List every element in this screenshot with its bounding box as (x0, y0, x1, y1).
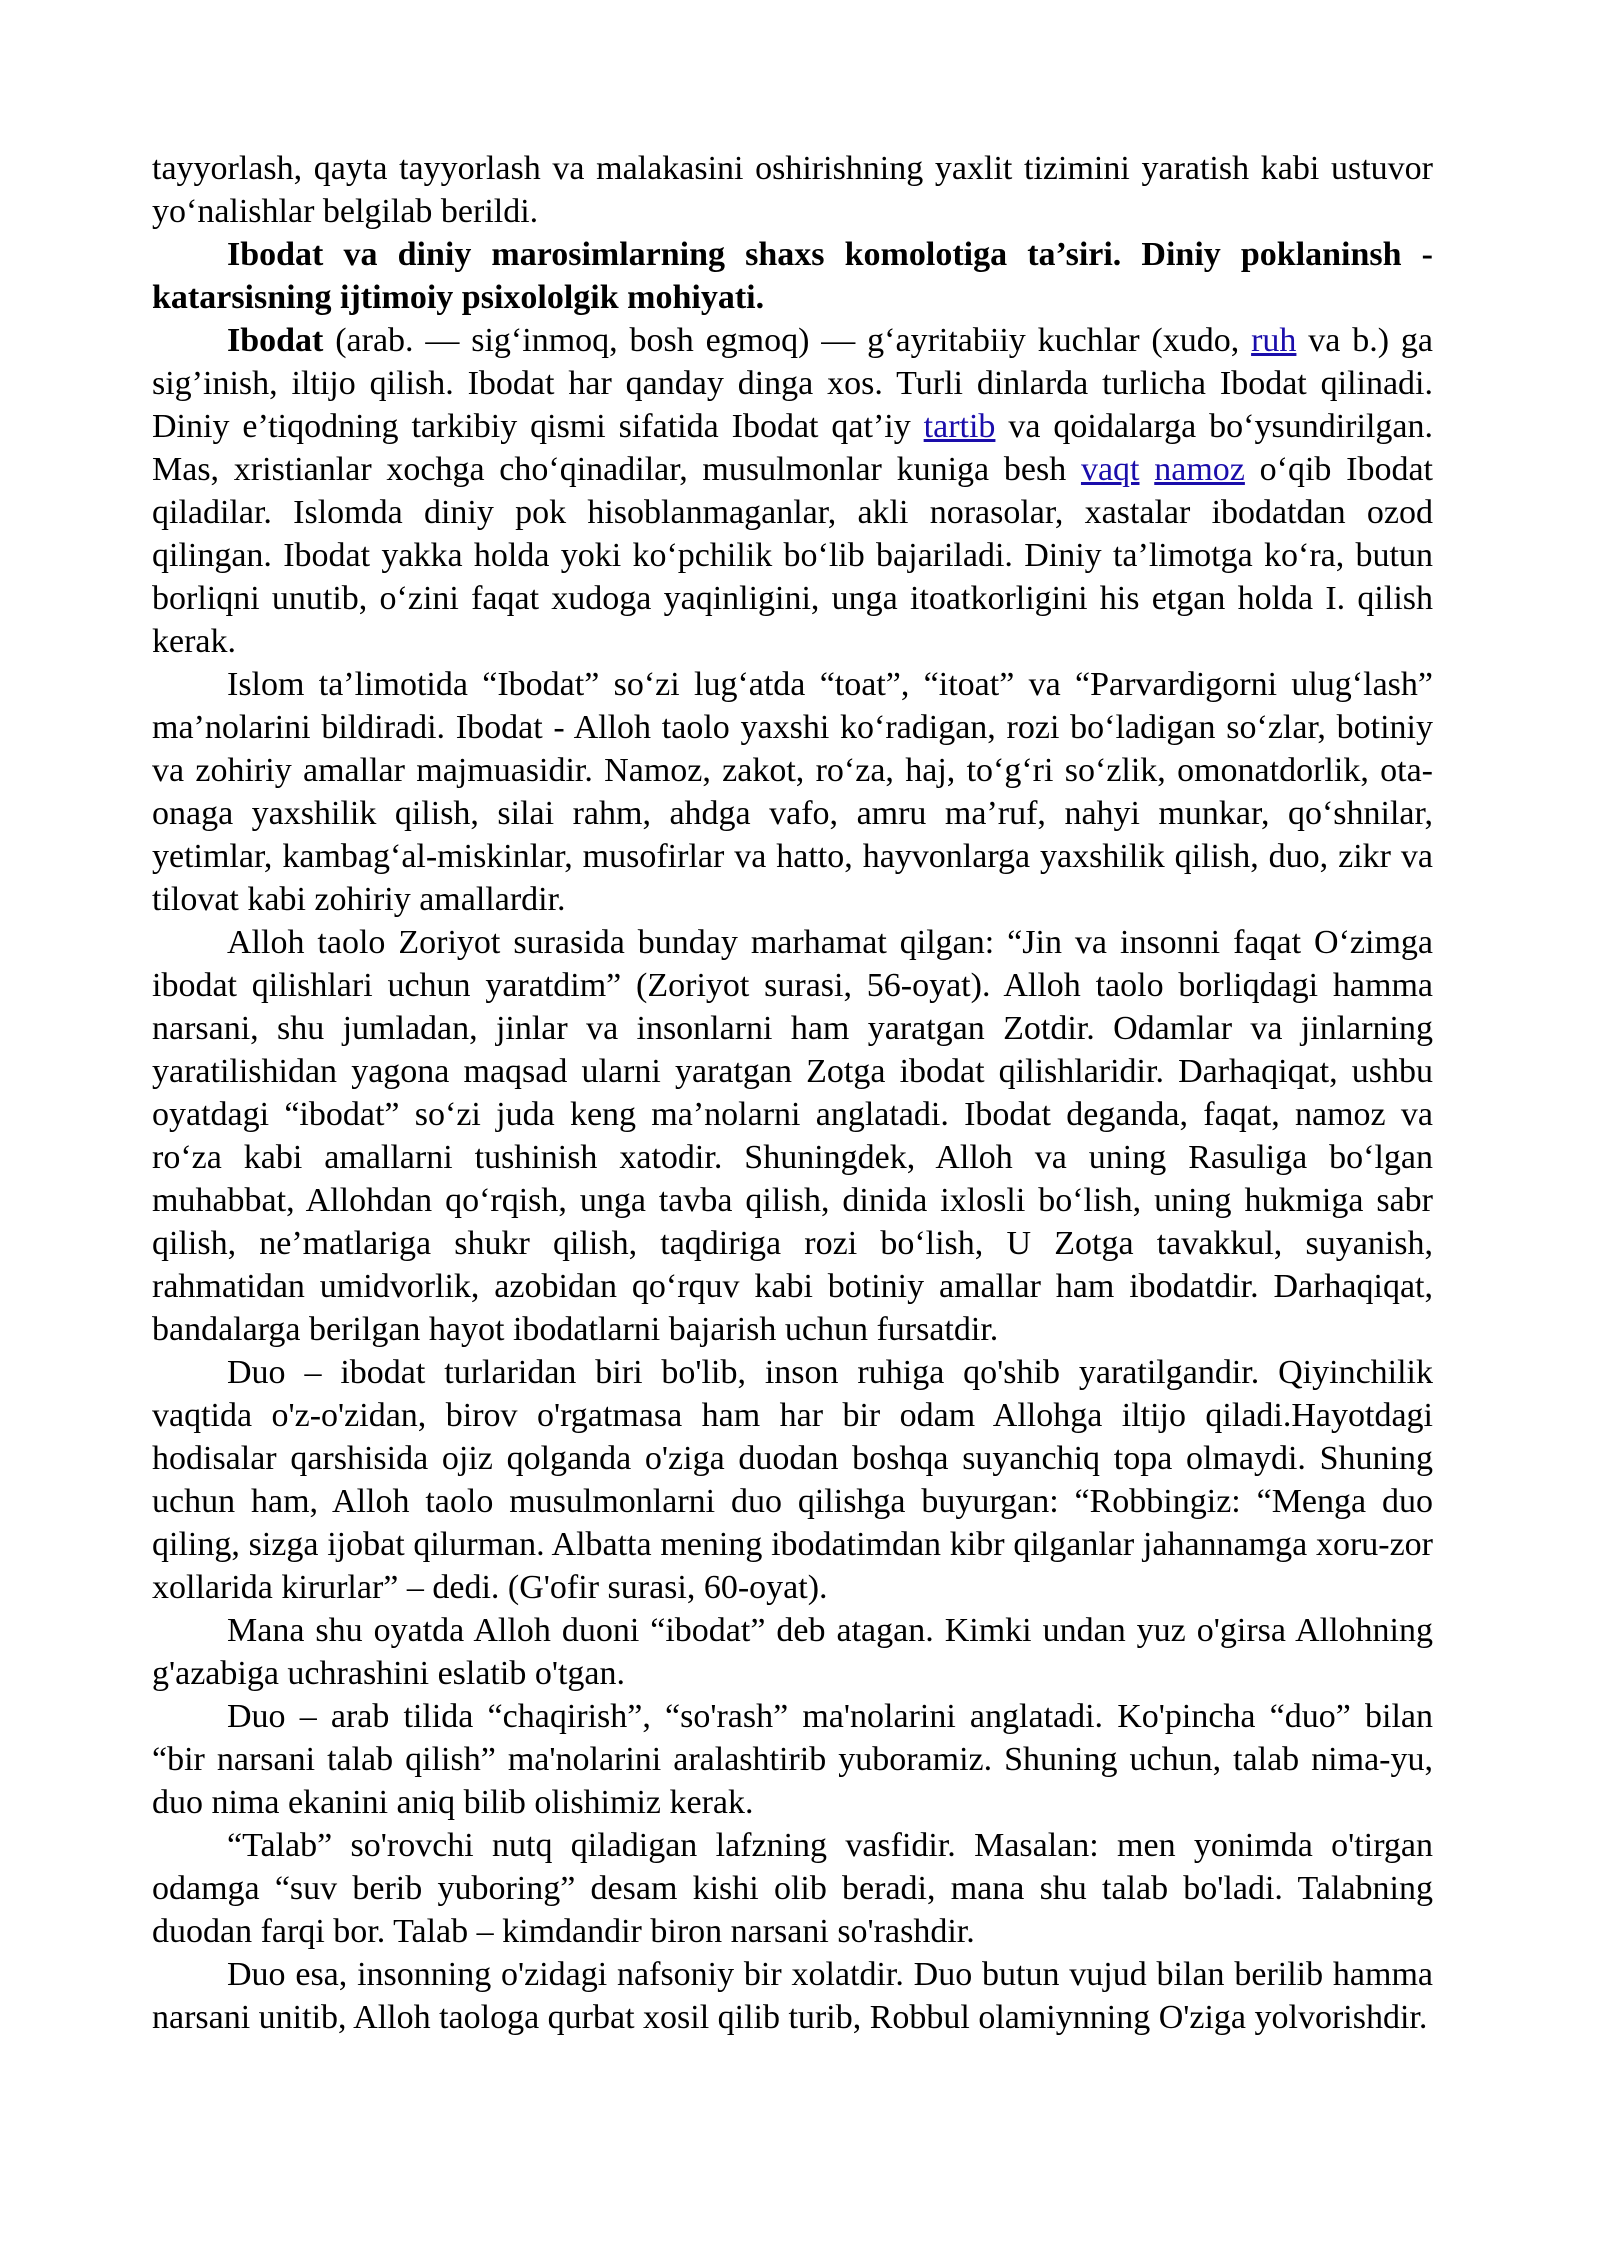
text-span: va qoidalarga bo‘ysundirilgan. Mas, xristianlar xochga cho‘qinadilar, musulmonlar kuniga besh (152, 408, 1433, 488)
text-span: va b.) ga sig’inish, iltijo qilish. Ibodat har qanday dinga xos. Turli dinlarda turlicha Ibodat qilinadi. Diniy e’tiqodning tarkibiy qismi sifatida Ibodat qat’iy (152, 322, 1433, 445)
paragraph-continuation: tayyorlash, qayta tayyorlash va malakasini oshirishning yaxlit tizimini yaratish kabi ustuvor yo‘nalishlar belgilab berildi. (152, 150, 1433, 230)
link-vaqt[interactable]: vaqt (1080, 451, 1140, 488)
link-ruh[interactable]: ruh (1251, 322, 1297, 359)
text-span: o‘qib Ibodat qiladilar. Islomda diniy pok hisoblanmaganlar, akli norasolar, xastalar ibodatdan ozod qilingan. Ibodat yakka holda yoki ko‘pchilik bo‘lib bajariladi. Diniy ta’limotga ko‘ra, butun borliqni unutib, o‘zini faqat xudoga yaqinligini, unga itoatkorligini his etgan holda I. qilish kerak. (152, 451, 1433, 660)
link-namoz[interactable]: namoz (1154, 451, 1245, 488)
section-heading: Ibodat va diniy marosimlarning shaxs komolotiga ta’siri. Diniy poklaninsh - katarsisning ijtimoiy psixololgik mohiyati. (152, 236, 1433, 316)
paragraph-islom-talimoti: Islom ta’limotida “Ibodat” so‘zi lug‘atda “toat”, “itoat” va “Parvardigorni ulug‘lash” ma’nolarini bildiradi. Ibodat - Alloh taolo yaxshi ko‘radigan, rozi bo‘ladigan so‘zlar, botiniy va zohiriy amallar majmuasidir. Namoz, zakot, ro‘za, haj, to‘g‘ri so‘zlik, omonatdorlik, ota-onaga yaxshilik qilish, silai rahm, ahdga vafo, amru ma’ruf, nahyi munkar, qo‘shnilar, yetimlar, kambag‘al-miskinlar, musofirlar va hatto, hayvonlarga yaxshilik qilish, duo, zikr va tilovat kabi zohiriy amallardir. (152, 666, 1433, 918)
text-span: (arab. — sig‘inmoq, bosh egmoq) — g‘ayritabiiy kuchlar (xudo, (323, 322, 1252, 359)
link-tartib[interactable]: tartib (923, 408, 996, 445)
term-ibodat: Ibodat (227, 322, 324, 359)
text-span (1140, 451, 1155, 488)
paragraph-duo-meaning: Duo – arab tilida “chaqirish”, “so'rash” ma'nolarini anglatadi. Ko'pincha “duo” bilan “bir narsani talab qilish” ma'nolarini aralashtirib yuboramiz. Shuning uchun, talab nima-yu, duo nima ekanini aniq bilib olishimiz kerak. (152, 1698, 1433, 1821)
paragraph-mana-shu-oyat: Mana shu oyatda Alloh duoni “ibodat” deb atagan. Kimki undan yuz o'girsa Allohning g'azabiga uchrashini eslatib o'tgan. (152, 1612, 1433, 1692)
paragraph-ibodat-definition (152, 319, 1433, 663)
paragraph-talab: “Talab” so'rovchi nutq qiladigan lafzning vasfidir. Masalan: men yonimda o'tirgan odamga “suv berib yuboring” desam kishi olib beradi, mana shu talab bo'ladi. Talabning duodan farqi bor. Talab – kimdandir biron narsani so'rashdir. (152, 1827, 1433, 1950)
paragraph-duo-esa: Duo esa, insonning o'zidagi nafsoniy bir xolatdir. Duo butun vujud bilan berilib hamma narsani unitib, Alloh taologa qurbat xosil qilib turib, Robbul olamiynning O'ziga yolvorishdir. (152, 1956, 1433, 2036)
paragraph-zoriyot: Alloh taolo Zoriyot surasida bunday marhamat qilgan: “Jin va insonni faqat O‘zimga ibodat qilishlari uchun yaratdim” (Zoriyot surasi, 56-oyat). Alloh taolo borliqdagi hamma narsani, shu jumladan, jinlar va insonlarni ham yaratgan Zotdir. Odamlar va jinlarning yaratilishidan yagona maqsad ularni yaratgan Zotga ibodat qilishlaridir. Darhaqiqat, ushbu oyatdagi “ibodat” so‘zi juda keng ma’nolarni anglatadi. Ibodat deganda, faqat, namoz va ro‘za kabi amallarni tushinish xatodir. Shuningdek, Alloh va uning Rasuliga bo‘lgan muhabbat, Allohdan qo‘rqish, unga tavba qilish, dinida ixlosli bo‘lish, uning hukmiga sabr qilish, ne’matlariga shukr qilish, taqdiriga rozi bo‘lish, U Zotga tavakkul, suyanish, rahmatidan umidvorlik, azobidan qo‘rquv kabi botiniy amallar ham ibodatdir. Darhaqiqat, bandalarga berilgan hayot ibodatlarni bajarish uchun fursatdir. (152, 924, 1433, 1348)
paragraph-duo-intro: Duo – ibodat turlaridan biri bo'lib, inson ruhiga qo'shib yaratilgandir. Qiyinchilik vaqtida o'z-o'zidan, birov o'rgatmasa ham har bir odam Allohga iltijo qiladi.Hayotdagi hodisalar qarshisida ojiz qolganda o'ziga duodan boshqa suyanchiq topa olmaydi. Shuning uchun ham, Alloh taolo musulmonlarni duo qilishga buyurgan: “Robbingiz: “Menga duo qiling, sizga ijobat qilurman. Albatta mening ibodatimdan kibr qilganlar jahannamga xoru-zor xollarida kirurlar” – dedi. (G'ofir surasi, 60-oyat). (152, 1354, 1433, 1606)
